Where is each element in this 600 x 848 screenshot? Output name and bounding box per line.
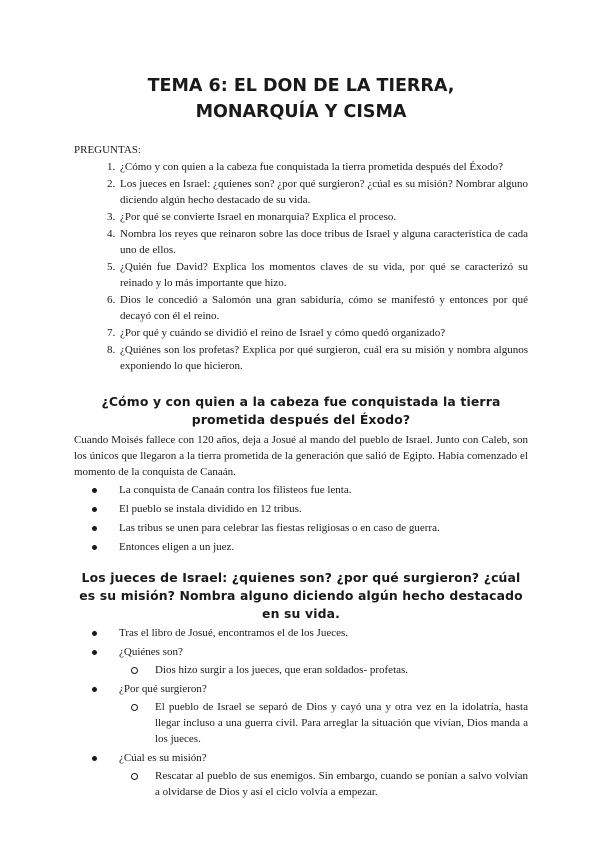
question-item: 5. ¿Quién fue David? Explica los momentos claves de su vida, por qué se caracterizó su reinado y lo más importante que hizo. [118, 259, 528, 291]
bullet-text: ¿Por qué surgieron? [119, 683, 207, 695]
question-item: 2. Los jueces en Israel: ¿quienes son? ¿por qué surgieron? ¿cúal es su misión? Nombrar alguno diciendo algún hecho destacado de su vida. [118, 176, 528, 208]
section-1-heading: ¿Cómo y con quien a la cabeza fue conquistada la tierra prometida después del Éxodo? [101, 394, 501, 427]
question-item: 6. Dios le concedió a Salomón una gran sabiduría, cómo se manifestó y entonces por qué decayó con él el reino. [118, 292, 528, 324]
questions-list [74, 159, 528, 374]
section-2-heading: Los jueces de Israel: ¿quienes son? ¿por qué surgieron? ¿cúal es su misión? Nombra alguno diciendo algún hecho destacado en su vida. [79, 570, 523, 621]
page-title [74, 0, 528, 125]
questions-label: PREGUNTAS: [74, 144, 141, 156]
bullet-item: El pueblo se instala dividido en 12 tribus. [119, 501, 528, 517]
title-line-2: MONARQUÍA Y CISMA [195, 102, 407, 122]
bullet-item [119, 681, 528, 747]
bullet-item: Entonces eligen a un juez. [119, 539, 528, 555]
sub-bullet-item: El pueblo de Israel se separó de Dios y cayó una y otra vez en la idolatría, hasta llegar incluso a una guerra civil. Para arreglar la situación que vivían, Dios manda a los jueces. [155, 701, 528, 745]
bullet-item [119, 750, 528, 800]
bullet-item [119, 644, 528, 678]
sub-bullet-item: Dios hizo surgir a los jueces, que eran soldados- profetas. [155, 662, 528, 678]
sub-bullets [119, 699, 528, 747]
bullet-item [119, 625, 528, 641]
bullet-item: Las tribus se unen para celebrar las fiestas religiosas o en caso de guerra. [119, 520, 528, 536]
sub-bullets [119, 662, 528, 678]
question-item: 8. ¿Quiénes son los profetas? Explica por qué surgieron, cuál era su misión y nombra algunos exponiendo lo que hicieron. [118, 342, 528, 374]
bullet-text: ¿Cúal es su misión? [119, 752, 207, 764]
sub-bullets [119, 768, 528, 800]
question-item: 7. ¿Por qué y cuándo se dividió el reino de Israel y cómo quedó organizado? [118, 325, 528, 341]
question-item: 3. ¿Por qué se convierte Israel en monarquía? Explica el proceso. [118, 209, 528, 225]
section-2-bullets [74, 625, 528, 800]
bullet-text: Tras el libro de Josué, encontramos el de los Jueces. [119, 627, 349, 639]
section-1-paragraph: Cuando Moisés fallece con 120 años, deja a Josué al mando del pueblo de Israel. Junto con Caleb, son los únicos que llegaron a la tierra prometida de la generación que salió de Egipto. Había comenzado el momento de la conquista de Canaán. [74, 434, 528, 478]
title-line-1: TEMA 6: EL DON DE LA TIERRA, [147, 76, 455, 96]
question-item: 1. ¿Cómo y con quien a la cabeza fue conquistada la tierra prometida después del Éxodo? [118, 159, 528, 175]
section-1-bullets [74, 482, 528, 555]
sub-bullet-item: Rescatar al pueblo de sus enemigos. Sin embargo, cuando se ponían a salvo volvían a olvidarse de Dios y así el ciclo volvía a empezar. [155, 770, 528, 798]
question-item: 4. Nombra los reyes que reinaron sobre las doce tribus de Israel y alguna característica de cada uno de ellos. [118, 226, 528, 258]
bullet-text: ¿Quiénes son? [119, 646, 183, 658]
bullet-item: La conquista de Canaán contra los filisteos fue lenta. [119, 482, 528, 498]
